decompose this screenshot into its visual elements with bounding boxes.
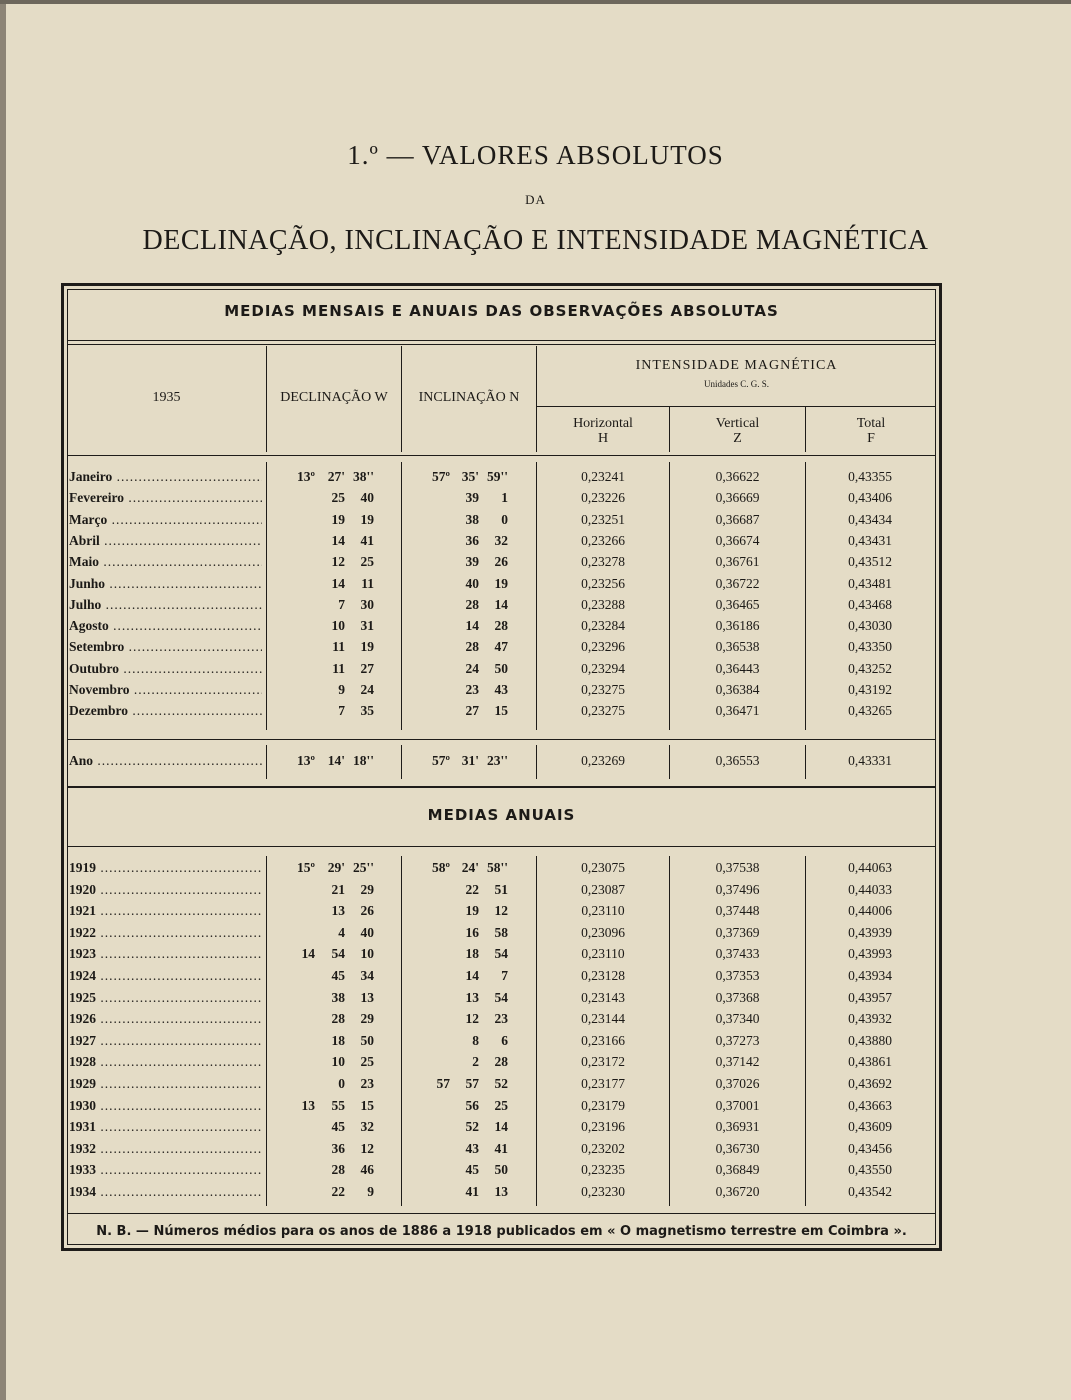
total-value: 0,44006 [848, 903, 892, 919]
inclination-minutes: 35' [461, 469, 479, 484]
inclination-minutes: 28 [465, 596, 479, 612]
declination-seconds: 12 [360, 1140, 374, 1156]
inclination-seconds: 23 [494, 1011, 508, 1027]
divider [67, 455, 936, 456]
vertical-value: 0,36849 [715, 1162, 760, 1178]
declination-minutes: 14' [327, 753, 345, 768]
total-value: 0,43431 [848, 532, 892, 548]
table-row [67, 1098, 936, 1119]
table-row [67, 1033, 936, 1054]
inclination-seconds: 26 [494, 554, 508, 570]
inclination-seconds: 41 [494, 1140, 508, 1156]
horizontal-value: 0,23284 [581, 618, 625, 634]
table-row [67, 1162, 936, 1183]
total-value: 0,43468 [848, 596, 892, 612]
declination-minutes: 10 [331, 618, 345, 634]
horizontal-value: 0,23087 [581, 881, 625, 897]
row-label: 1920 ..... [69, 882, 262, 898]
inclination-degrees: 58º [432, 860, 450, 875]
declination-minutes: 14 [331, 532, 345, 548]
declination-minutes: 18 [331, 1032, 345, 1048]
inclination-degrees: 57 [436, 1076, 450, 1091]
vertical-value: 0,36538 [715, 639, 760, 655]
table-row [67, 490, 936, 511]
declination-seconds: 34 [360, 968, 374, 983]
declination-minutes: 28 [331, 1162, 345, 1178]
declination-degrees: 13º [297, 753, 315, 768]
table-row [67, 1011, 936, 1032]
inclination-seconds: 1 [501, 490, 508, 506]
inclination-seconds: 12 [494, 903, 508, 919]
declination-seconds: 30 [360, 596, 374, 612]
declination-minutes: 4 [338, 924, 345, 940]
horizontal-value: 0,23096 [581, 924, 625, 940]
annual-section-title: MEDIAS ANUAIS [427, 806, 576, 824]
table-row [67, 597, 936, 618]
table-row [67, 533, 936, 554]
horizontal-value: 0,23143 [581, 989, 625, 1005]
declination-minutes: 45 [331, 968, 345, 983]
row-label: 1932 ..... [69, 1141, 262, 1157]
total-value: 0,43550 [848, 1162, 892, 1178]
inclination-minutes: 19 [465, 903, 479, 919]
row-label: 1931 ..... [69, 1119, 262, 1135]
vertical-value: 0,36730 [715, 1140, 760, 1156]
row-label: 1919 ..... [69, 860, 262, 876]
declination-minutes: 21 [331, 881, 345, 897]
units-header: Unidades C. G. S. [704, 379, 769, 389]
total-value: 0,43957 [848, 989, 892, 1005]
horizontal-value: 0,23296 [581, 639, 625, 655]
vertical-value: 0,37448 [715, 903, 760, 919]
declination-seconds: 15 [360, 1097, 374, 1113]
inclination-seconds: 52 [494, 1076, 508, 1091]
vertical-value: 0,37340 [715, 1011, 760, 1027]
inclination-minutes: 8 [472, 1032, 479, 1048]
horizontal-value: 0,23177 [581, 1076, 625, 1091]
inclination-minutes: 14 [465, 968, 479, 983]
vertical-value: 0,36471 [715, 703, 760, 719]
total-value: 0,43331 [848, 753, 892, 768]
total-value: 0,43512 [848, 554, 892, 570]
declination-degrees: 15º [297, 860, 315, 875]
page-subtitle: DECLINAÇÃO, INCLINAÇÃO E INTENSIDADE MAGNÉTICA [142, 225, 929, 256]
declination-seconds: 40 [360, 490, 374, 506]
declination-seconds: 46 [360, 1162, 374, 1178]
horizontal-value: 0,23179 [581, 1097, 625, 1113]
vertical-header: Vertical [715, 416, 760, 431]
intensity-header: INTENSIDADE MAGNÉTICA [635, 358, 838, 373]
declination-degrees: 14 [301, 946, 315, 962]
total-value: 0,43481 [848, 575, 892, 591]
row-label: Janeiro ..... [69, 469, 262, 485]
declination-minutes: 19 [331, 511, 345, 527]
vertical-value: 0,36443 [715, 660, 760, 676]
inclination-seconds: 58 [494, 924, 508, 940]
inclination-minutes: 56 [465, 1097, 479, 1113]
declination-seconds: 31 [360, 618, 374, 634]
declination-degrees: 13 [301, 1097, 315, 1113]
divider [67, 1213, 936, 1214]
horizontal-value: 0,23275 [581, 703, 625, 719]
vertical-value: 0,37433 [715, 946, 760, 962]
table-row [67, 968, 936, 989]
row-label: Maio ..... [69, 554, 262, 570]
total-value: 0,43434 [848, 511, 892, 527]
declination-seconds: 26 [360, 903, 374, 919]
inclination-minutes: 41 [465, 1184, 479, 1199]
horizontal-value: 0,23202 [581, 1140, 625, 1156]
vertical-value: 0,36553 [715, 753, 760, 768]
horizontal-value: 0,23256 [581, 575, 625, 591]
vertical-value: 0,36465 [715, 596, 760, 612]
horizontal-value: 0,23166 [581, 1032, 625, 1048]
inclination-seconds: 0 [501, 511, 508, 527]
declination-minutes: 9 [338, 682, 345, 697]
row-label: 1925 ..... [69, 990, 262, 1006]
declination-seconds: 38'' [352, 469, 374, 484]
vertical-value: 0,36761 [715, 554, 760, 570]
declination-seconds: 40 [360, 924, 374, 940]
row-label: 1933 ..... [69, 1162, 262, 1178]
inclination-minutes: 38 [465, 511, 479, 527]
inclination-minutes: 57 [465, 1076, 479, 1091]
inclination-minutes: 14 [465, 618, 479, 634]
page-title: 1.º — VALORES ABSOLUTOS [347, 140, 724, 170]
vertical-symbol: Z [733, 431, 742, 446]
declination-seconds: 9 [367, 1184, 374, 1199]
inclination-minutes: 12 [465, 1011, 479, 1027]
total-value: 0,43609 [848, 1119, 892, 1135]
table-row [67, 1076, 936, 1097]
divider [67, 786, 936, 788]
divider [67, 340, 936, 341]
declination-seconds: 19 [360, 639, 374, 655]
table-row [67, 512, 936, 533]
inclination-minutes: 27 [465, 703, 479, 719]
inclination-seconds: 7 [501, 968, 508, 983]
table-row [67, 990, 936, 1011]
declination-seconds: 24 [360, 682, 374, 697]
total-value: 0,43542 [848, 1184, 892, 1199]
declination-minutes: 27' [327, 469, 345, 484]
inclination-header: INCLINAÇÃO N [418, 390, 520, 405]
declination-minutes: 12 [331, 554, 345, 570]
declination-minutes: 28 [331, 1011, 345, 1027]
inclination-minutes: 52 [465, 1119, 479, 1135]
declination-seconds: 18'' [352, 753, 374, 768]
vertical-value: 0,36384 [715, 682, 760, 697]
declination-seconds: 10 [360, 946, 374, 962]
annual-mean-row [67, 753, 936, 774]
inclination-seconds: 23'' [486, 753, 508, 768]
declination-seconds: 29 [360, 881, 374, 897]
table-row [67, 554, 936, 575]
row-label: 1928 ..... [69, 1054, 262, 1070]
row-label: Abril ..... [69, 533, 262, 549]
row-label: Dezembro ..... [69, 703, 262, 719]
inclination-minutes: 23 [465, 682, 479, 697]
inclination-seconds: 59'' [486, 469, 508, 484]
vertical-value: 0,36622 [715, 469, 760, 484]
title-connector: DA [525, 192, 546, 207]
inclination-seconds: 50 [494, 1162, 508, 1178]
inclination-degrees: 57º [432, 469, 450, 484]
declination-minutes: 11 [332, 660, 345, 676]
horizontal-value: 0,23251 [581, 511, 625, 527]
divider [67, 344, 936, 345]
horizontal-value: 0,23226 [581, 490, 625, 506]
vertical-value: 0,37538 [715, 860, 760, 875]
total-value: 0,43880 [848, 1032, 892, 1048]
horizontal-value: 0,23196 [581, 1119, 625, 1135]
declination-minutes: 0 [338, 1076, 345, 1091]
inclination-seconds: 28 [494, 618, 508, 634]
declination-minutes: 25 [331, 490, 345, 506]
inclination-minutes: 45 [465, 1162, 479, 1178]
row-label: 1923 ..... [69, 946, 262, 962]
table-row [67, 1184, 936, 1205]
declination-seconds: 27 [360, 660, 374, 676]
total-value: 0,43934 [848, 968, 892, 983]
declination-header: DECLINAÇÃO W [280, 390, 388, 405]
horizontal-value: 0,23075 [581, 860, 625, 875]
inclination-minutes: 22 [465, 881, 479, 897]
row-label: 1921 ..... [69, 903, 262, 919]
vertical-value: 0,37001 [715, 1097, 760, 1113]
declination-seconds: 50 [360, 1032, 374, 1048]
inclination-seconds: 47 [494, 639, 508, 655]
inclination-seconds: 54 [494, 989, 508, 1005]
vertical-value: 0,36931 [715, 1119, 760, 1135]
inclination-seconds: 14 [494, 596, 508, 612]
declination-minutes: 13 [331, 903, 345, 919]
row-label: 1930 ..... [69, 1098, 262, 1114]
inclination-minutes: 24 [465, 660, 479, 676]
horizontal-value: 0,23278 [581, 554, 625, 570]
total-value: 0,43030 [848, 618, 892, 634]
horizontal-value: 0,23230 [581, 1184, 625, 1199]
inclination-seconds: 50 [494, 660, 508, 676]
inclination-seconds: 6 [501, 1032, 508, 1048]
table-row [67, 576, 936, 597]
table-row [67, 639, 936, 660]
total-value: 0,43861 [848, 1054, 892, 1070]
declination-minutes: 36 [331, 1140, 345, 1156]
declination-seconds: 29 [360, 1011, 374, 1027]
declination-minutes: 55 [331, 1097, 345, 1113]
declination-degrees: 13º [297, 469, 315, 484]
inclination-minutes: 31' [461, 753, 479, 768]
table-row [67, 1054, 936, 1075]
declination-minutes: 54 [331, 946, 345, 962]
horizontal-value: 0,23235 [581, 1162, 625, 1178]
table-row [67, 703, 936, 724]
inclination-seconds: 51 [494, 881, 508, 897]
page-edge [0, 0, 6, 1400]
total-value: 0,44063 [848, 860, 892, 875]
vertical-value: 0,37026 [715, 1076, 760, 1091]
total-value: 0,44033 [848, 881, 892, 897]
footnote: N. B. — Números médios para os anos de 1886 a 1918 publicados em « O magnetismo terrestre em Coimbra ». [96, 1224, 907, 1239]
horizontal-value: 0,23269 [581, 753, 625, 768]
declination-minutes: 45 [331, 1119, 345, 1135]
table-row [67, 469, 936, 490]
inclination-minutes: 24' [461, 860, 479, 875]
inclination-minutes: 18 [465, 946, 479, 962]
inclination-seconds: 32 [494, 532, 508, 548]
vertical-value: 0,37353 [715, 968, 760, 983]
row-label: Junho ..... [69, 576, 262, 592]
declination-seconds: 19 [360, 511, 374, 527]
horizontal-header: Horizontal [573, 416, 633, 431]
inclination-seconds: 25 [494, 1097, 508, 1113]
divider [67, 846, 936, 847]
total-value: 0,43265 [848, 703, 892, 719]
vertical-value: 0,37369 [715, 924, 760, 940]
total-value: 0,43350 [848, 639, 892, 655]
row-label: 1934 ..... [69, 1184, 262, 1200]
total-symbol: F [867, 431, 875, 446]
inclination-minutes: 39 [465, 554, 479, 570]
total-value: 0,43692 [848, 1076, 892, 1091]
horizontal-value: 0,23128 [581, 968, 625, 983]
table-row [67, 882, 936, 903]
declination-seconds: 13 [360, 989, 374, 1005]
year-header: 1935 [152, 390, 181, 405]
table-row [67, 682, 936, 703]
declination-minutes: 11 [332, 639, 345, 655]
inclination-degrees: 57º [432, 753, 450, 768]
vertical-value: 0,37368 [715, 989, 760, 1005]
declination-seconds: 32 [360, 1119, 374, 1135]
inclination-seconds: 58'' [486, 860, 508, 875]
inclination-seconds: 43 [494, 682, 508, 697]
total-value: 0,43192 [848, 682, 892, 697]
row-label: Outubro ..... [69, 661, 262, 677]
vertical-value: 0,37273 [715, 1032, 760, 1048]
inclination-minutes: 40 [465, 575, 479, 591]
total-value: 0,43456 [848, 1140, 892, 1156]
declination-seconds: 25 [360, 554, 374, 570]
row-label: 1922 ..... [69, 925, 262, 941]
horizontal-value: 0,23110 [581, 903, 625, 919]
inclination-minutes: 2 [472, 1054, 479, 1070]
total-value: 0,43355 [848, 469, 892, 484]
row-label: 1927 ..... [69, 1033, 262, 1049]
vertical-value: 0,37496 [715, 881, 760, 897]
inclination-seconds: 13 [494, 1184, 508, 1199]
table-row [67, 1141, 936, 1162]
row-label: Setembro ..... [69, 639, 262, 655]
table-row [67, 946, 936, 967]
declination-seconds: 25'' [352, 860, 374, 875]
inclination-minutes: 28 [465, 639, 479, 655]
total-header: Total [856, 416, 886, 431]
row-label: Março ..... [69, 512, 262, 528]
horizontal-value: 0,23288 [581, 596, 625, 612]
row-label: 1929 ..... [69, 1076, 262, 1092]
vertical-value: 0,36669 [715, 490, 760, 506]
inclination-minutes: 43 [465, 1140, 479, 1156]
total-value: 0,43932 [848, 1011, 892, 1027]
vertical-value: 0,36674 [715, 532, 760, 548]
table-row [67, 618, 936, 639]
inclination-seconds: 15 [494, 703, 508, 719]
total-value: 0,43252 [848, 660, 892, 676]
table-row [67, 903, 936, 924]
total-value: 0,43663 [848, 1097, 892, 1113]
monthly-section-title: MEDIAS MENSAIS E ANUAIS DAS OBSERVAÇÕES ABSOLUTAS [224, 302, 779, 320]
table-row [67, 1119, 936, 1140]
inclination-minutes: 16 [465, 924, 479, 940]
inclination-seconds: 19 [494, 575, 508, 591]
declination-minutes: 7 [338, 703, 345, 719]
row-label: Agosto ..... [69, 618, 262, 634]
row-label: 1924 ..... [69, 968, 262, 984]
vertical-value: 0,36186 [715, 618, 760, 634]
declination-minutes: 29' [327, 860, 345, 875]
divider [537, 406, 936, 407]
declination-seconds: 11 [361, 575, 374, 591]
table-row [67, 661, 936, 682]
inclination-seconds: 28 [494, 1054, 508, 1070]
row-label: Fevereiro ..... [69, 490, 262, 506]
declination-minutes: 22 [331, 1184, 345, 1199]
inclination-seconds: 14 [494, 1119, 508, 1135]
horizontal-value: 0,23275 [581, 682, 625, 697]
horizontal-value: 0,23144 [581, 1011, 625, 1027]
total-value: 0,43406 [848, 490, 892, 506]
table-row [67, 860, 936, 881]
vertical-value: 0,37142 [715, 1054, 760, 1070]
inclination-minutes: 36 [465, 532, 479, 548]
total-value: 0,43993 [848, 946, 892, 962]
horizontal-value: 0,23172 [581, 1054, 625, 1070]
horizontal-value: 0,23110 [581, 946, 625, 962]
declination-seconds: 41 [360, 532, 374, 548]
row-label: Julho ..... [69, 597, 262, 613]
vertical-value: 0,36722 [715, 575, 760, 591]
page-top-edge [0, 0, 1071, 4]
horizontal-value: 0,23294 [581, 660, 625, 676]
declination-minutes: 7 [338, 596, 345, 612]
declination-seconds: 25 [360, 1054, 374, 1070]
horizontal-symbol: H [597, 431, 609, 446]
declination-seconds: 35 [360, 703, 374, 719]
divider [67, 739, 936, 740]
declination-minutes: 10 [331, 1054, 345, 1070]
inclination-minutes: 13 [465, 989, 479, 1005]
vertical-value: 0,36687 [715, 511, 760, 527]
inclination-seconds: 54 [494, 946, 508, 962]
inclination-minutes: 39 [465, 490, 479, 506]
row-label: Novembro ..... [69, 682, 262, 698]
table-row [67, 925, 936, 946]
horizontal-value: 0,23266 [581, 532, 625, 548]
declination-seconds: 23 [360, 1076, 374, 1091]
row-label: 1926 ..... [69, 1011, 262, 1027]
row-label: Ano ..... [69, 753, 262, 769]
declination-minutes: 14 [331, 575, 345, 591]
vertical-value: 0,36720 [715, 1184, 760, 1199]
total-value: 0,43939 [848, 924, 892, 940]
horizontal-value: 0,23241 [581, 469, 625, 484]
declination-minutes: 38 [331, 989, 345, 1005]
